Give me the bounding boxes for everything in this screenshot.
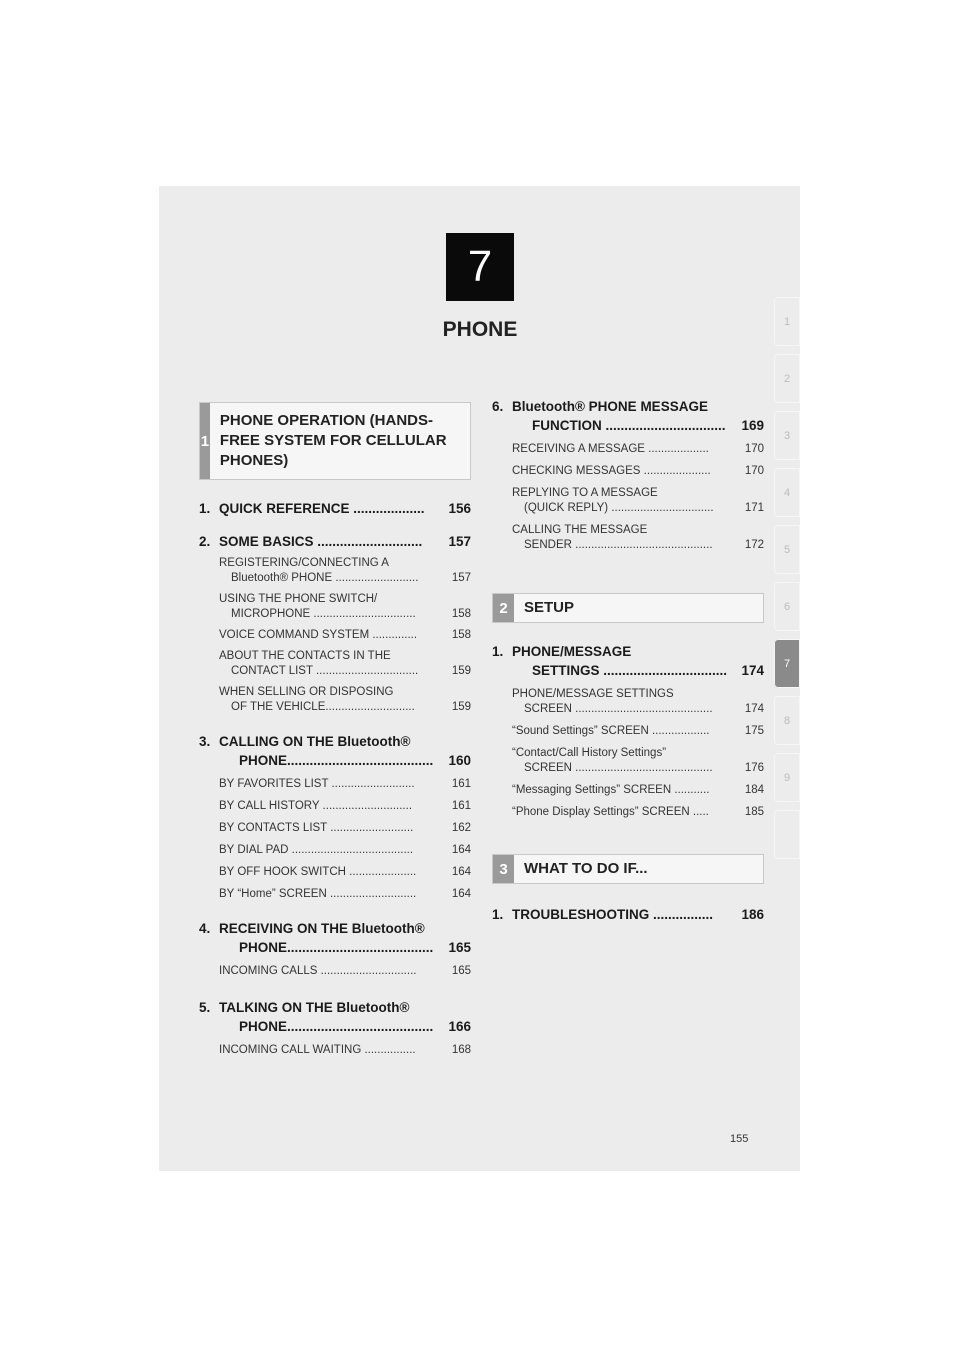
toc-subentries [199, 777, 471, 902]
chapter-tab-4[interactable]: 4 [774, 468, 800, 517]
toc-entry[interactable] [492, 398, 764, 434]
sub-entry-line: MICROPHONE ................................ [231, 608, 416, 620]
sub-entry-line: “Messaging Settings” SCREEN ........... [512, 784, 710, 796]
entry-title: TROUBLESHOOTING ................ [512, 907, 714, 922]
sub-entry-page: 170 [744, 443, 764, 455]
chapter-tab-7[interactable]: 7 [774, 639, 800, 688]
sub-entry-line: “Phone Display Settings” SCREEN ..... [512, 806, 709, 818]
toc-entry[interactable] [199, 733, 471, 769]
entry-number: 4. [199, 921, 211, 936]
sub-entry[interactable] [219, 556, 471, 586]
sub-entry-page: 157 [451, 572, 471, 584]
entry-page: 186 [741, 907, 764, 922]
section-title: SETUP [524, 599, 575, 616]
sub-entry-line: SCREEN ........................................... [524, 703, 713, 715]
sub-entry-page: 184 [744, 784, 764, 796]
section-number: 2 [493, 594, 514, 622]
sub-entry-page: 185 [744, 806, 764, 818]
sub-entry-line: WHEN SELLING OR DISPOSING [219, 686, 394, 698]
sub-entry[interactable] [219, 821, 471, 836]
sub-entry-line: BY FAVORITES LIST .......................... [219, 778, 415, 790]
sub-entry[interactable] [512, 783, 764, 798]
section-header-3 [492, 854, 764, 884]
sub-entry-line: CHECKING MESSAGES ..................... [512, 465, 711, 477]
sub-entry[interactable] [219, 1043, 471, 1058]
sub-entry-page: 175 [744, 725, 764, 737]
entry-title: SOME BASICS ............................ [219, 534, 423, 549]
section-number: 1 [200, 403, 210, 479]
entry-title: QUICK REFERENCE ................... [219, 501, 425, 516]
entry-title: Bluetooth® PHONE MESSAGE [512, 399, 708, 414]
entry-number: 1. [199, 501, 211, 516]
sub-entry-page: 170 [744, 465, 764, 477]
sub-entry-line: SENDER ........................................... [524, 539, 713, 551]
sub-entry-line: Bluetooth® PHONE .......................... [231, 572, 419, 584]
sub-entry-line: “Contact/Call History Settings” [512, 747, 667, 759]
sub-entry-page: 171 [744, 502, 764, 514]
sub-entry[interactable] [512, 464, 764, 479]
sub-entry-page: 162 [451, 822, 471, 834]
sub-entry[interactable] [219, 843, 471, 858]
section-title: WHAT TO DO IF... [524, 860, 648, 877]
toc-subentries [199, 1043, 471, 1058]
sub-entry-line: REPLYING TO A MESSAGE [512, 487, 658, 499]
sub-entry-page: 158 [451, 608, 471, 620]
entry-title: SETTINGS ................................. [532, 663, 728, 678]
entry-number: 1. [492, 644, 504, 659]
sub-entry-line: PHONE/MESSAGE SETTINGS [512, 688, 674, 700]
sub-entry-page: 161 [451, 778, 471, 790]
toc-subentries [492, 442, 764, 553]
toc-entry[interactable] [199, 920, 471, 956]
sub-entry-line: INCOMING CALL WAITING ................ [219, 1044, 416, 1056]
entry-title: PHONE....................................... [239, 940, 434, 955]
chapter-tab-8[interactable]: 8 [774, 696, 800, 745]
chapter-tab-3[interactable]: 3 [774, 411, 800, 460]
sub-entry-line: “Sound Settings” SCREEN .................. [512, 725, 710, 737]
sub-entry[interactable] [512, 486, 764, 516]
sub-entry[interactable] [219, 685, 471, 715]
sub-entry[interactable] [512, 746, 764, 776]
toc-entry[interactable] [492, 906, 764, 923]
page-number: 155 [730, 1133, 749, 1145]
sub-entry-line: BY CONTACTS LIST .......................... [219, 822, 414, 834]
chapter-tabs [774, 297, 800, 867]
sub-entry-page: 176 [744, 762, 764, 774]
entry-number: 6. [492, 399, 504, 414]
toc-entry[interactable] [199, 533, 471, 550]
entry-title: PHONE....................................... [239, 1019, 434, 1034]
sub-entry-line: VOICE COMMAND SYSTEM .............. [219, 629, 418, 641]
entry-title: PHONE....................................... [239, 753, 434, 768]
sub-entry-page: 159 [451, 701, 471, 713]
sub-entry-page: 164 [451, 866, 471, 878]
chapter-title: PHONE [442, 318, 518, 341]
sub-entry-page: 164 [451, 844, 471, 856]
entry-number: 1. [492, 907, 504, 922]
sub-entry-line: SCREEN ........................................... [524, 762, 713, 774]
toc-left-column [199, 402, 471, 1058]
sub-entry-page: 164 [451, 888, 471, 900]
sub-entry-line: USING THE PHONE SWITCH/ [219, 593, 378, 605]
chapter-tab-5[interactable]: 5 [774, 525, 800, 574]
sub-entry-line: BY OFF HOOK SWITCH ..................... [219, 866, 417, 878]
sub-entry-line: CALLING THE MESSAGE [512, 524, 648, 536]
sub-entry-line: RECEIVING A MESSAGE ................... [512, 443, 709, 455]
chapter-tab-blank[interactable] [774, 810, 800, 859]
sub-entry[interactable] [219, 887, 471, 902]
sub-entry-line: REGISTERING/CONNECTING A [219, 557, 389, 569]
section-number: 3 [493, 855, 514, 883]
entry-page: 157 [448, 534, 471, 549]
sub-entry-line: OF THE VEHICLE............................ [231, 701, 415, 713]
entry-page: 166 [448, 1019, 471, 1034]
entry-title: RECEIVING ON THE Bluetooth® [219, 921, 425, 936]
sub-entry[interactable] [219, 964, 471, 979]
sub-entry[interactable] [512, 523, 764, 553]
chapter-tab-9[interactable]: 9 [774, 753, 800, 802]
section-header-1 [199, 402, 471, 480]
sub-entry-page: 161 [451, 800, 471, 812]
sub-entry[interactable] [512, 442, 764, 457]
sub-entry[interactable] [512, 805, 764, 820]
sub-entry[interactable] [219, 628, 471, 643]
sub-entry-page: 174 [744, 703, 764, 715]
toc-entry[interactable] [199, 500, 471, 517]
section-header-2 [492, 593, 764, 623]
entry-number: 3. [199, 734, 211, 749]
toc-entry[interactable] [199, 999, 471, 1035]
entry-title: CALLING ON THE Bluetooth® [219, 734, 411, 749]
section-title: PHONE OPERATION (HANDS-FREE SYSTEM FOR CELLULAR PHONES) [219, 412, 447, 469]
sub-entry[interactable] [512, 687, 764, 717]
chapter-tab-2[interactable]: 2 [774, 354, 800, 403]
toc-right-column [492, 394, 764, 923]
entry-page: 174 [741, 663, 764, 678]
sub-entry-line: CONTACT LIST ................................ [231, 665, 419, 677]
entry-page: 156 [448, 501, 471, 516]
sub-entry-page: 168 [451, 1044, 471, 1056]
entry-page: 165 [448, 940, 471, 955]
chapter-number-box [446, 233, 514, 301]
sub-entry-line: BY “Home” SCREEN ........................... [219, 888, 417, 900]
sub-entry[interactable] [512, 724, 764, 739]
toc-entry[interactable] [492, 643, 764, 679]
sub-entry-page: 158 [451, 629, 471, 641]
sub-entry[interactable] [219, 799, 471, 814]
sub-entry-line: BY DIAL PAD ...................................... [219, 844, 414, 856]
sub-entry-page: 159 [451, 665, 471, 677]
entry-page: 160 [448, 753, 471, 768]
sub-entry-line: ABOUT THE CONTACTS IN THE [219, 650, 391, 662]
entry-page: 169 [741, 418, 764, 433]
entry-number: 5. [199, 1000, 211, 1015]
chapter-number: 7 [467, 242, 493, 291]
toc-subentries [492, 687, 764, 820]
sub-entry[interactable] [219, 592, 471, 622]
entry-number: 2. [199, 534, 211, 549]
sub-entry[interactable] [219, 777, 471, 792]
entry-title: FUNCTION ................................ [532, 418, 726, 433]
chapter-tab-1[interactable]: 1 [774, 297, 800, 346]
toc-subentries [199, 964, 471, 979]
sub-entry-page: 165 [451, 965, 471, 977]
toc-subentries [199, 556, 471, 715]
sub-entry-line: INCOMING CALLS .............................. [219, 965, 417, 977]
sub-entry-page: 172 [744, 539, 764, 551]
sub-entry-line: (QUICK REPLY) ................................ [524, 502, 714, 514]
entry-title: TALKING ON THE Bluetooth® [219, 1000, 410, 1015]
chapter-tab-6[interactable]: 6 [774, 582, 800, 631]
sub-entry-line: BY CALL HISTORY ............................ [219, 800, 413, 812]
sub-entry[interactable] [219, 649, 471, 679]
sub-entry[interactable] [219, 865, 471, 880]
entry-title: PHONE/MESSAGE [512, 644, 632, 659]
